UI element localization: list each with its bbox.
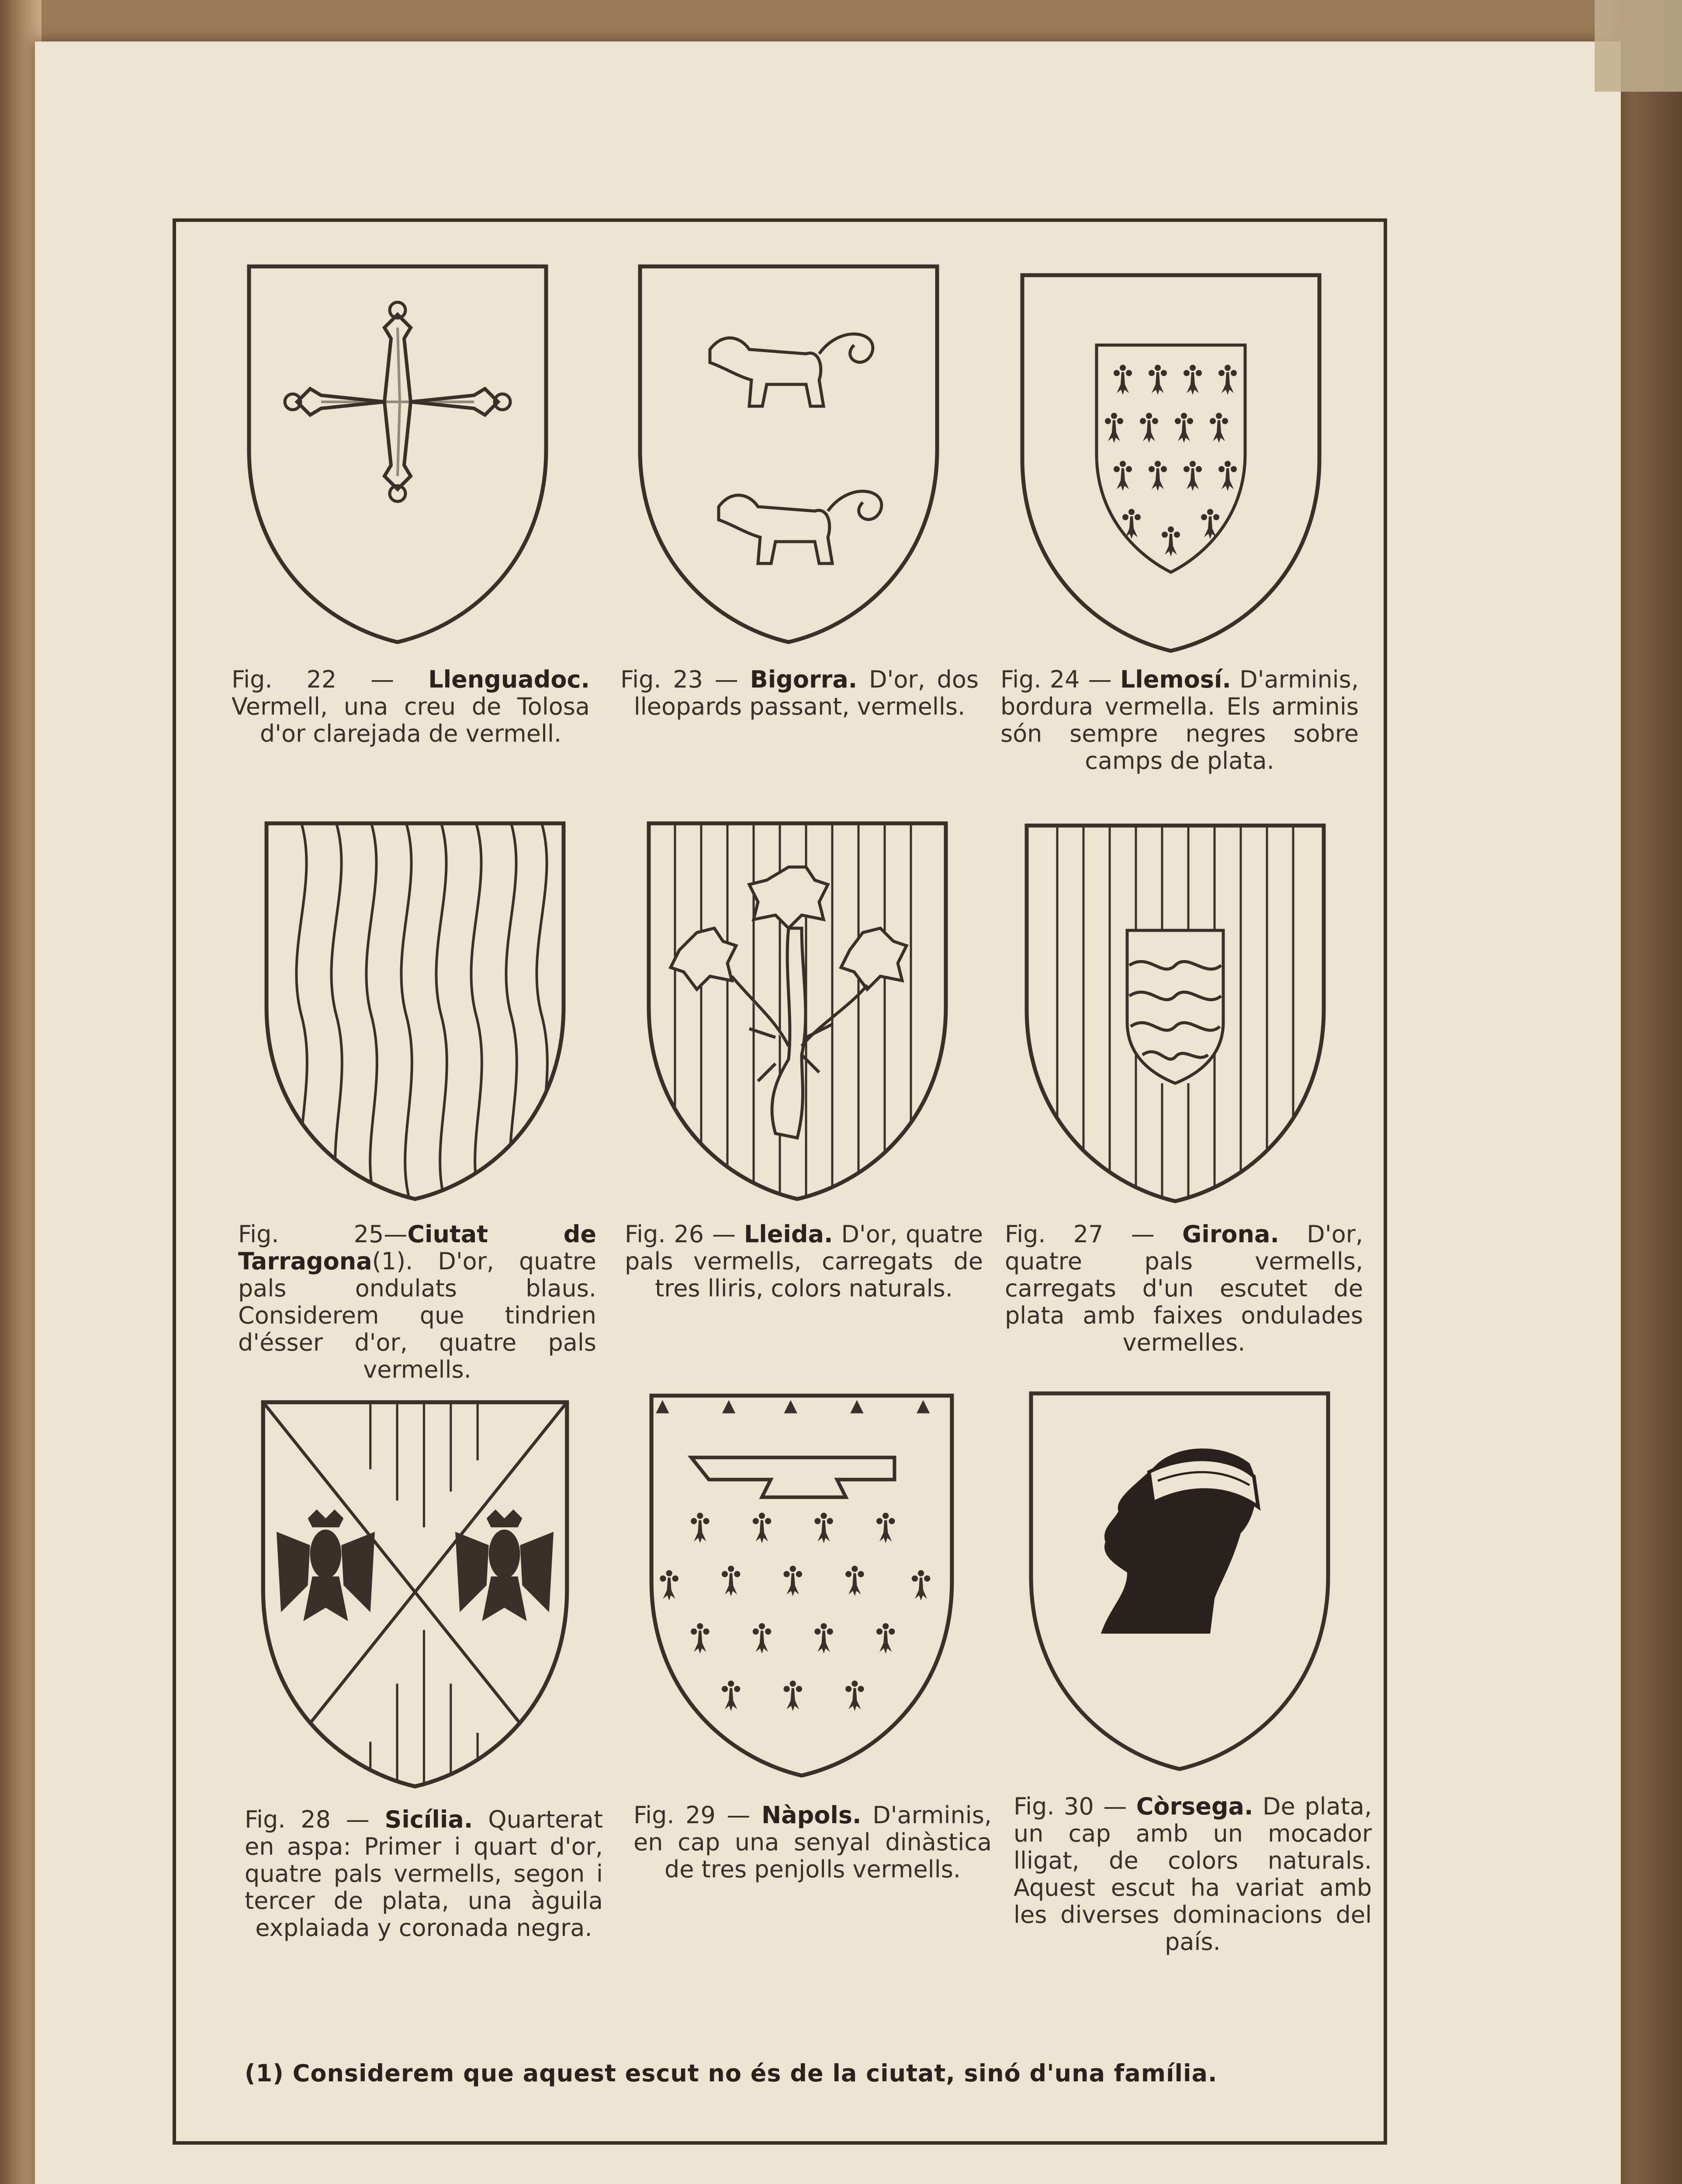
wavy-pales-icon: [253, 819, 577, 1203]
caption-fig-24: Fig. 24 — Llemosí. D'arminis, bordura vermella. Els arminis són sempre negres sobre camps de plata.: [1000, 666, 1359, 774]
caption-fig-26: Fig. 26 — Lleida. D'or, quatre pals vermells, carregats de tres lliris, colors naturals.: [625, 1220, 983, 1302]
shield-tarragona: [253, 819, 577, 1203]
caption-fig-27: Fig. 27 — Girona. D'or, quatre pals vermells, carregats d'un escutet de plata amb faixes ondulades vermelles.: [1005, 1220, 1363, 1356]
shield-sicilia: [253, 1398, 577, 1791]
footnote: (1) Considerem que aquest escut no és de la ciutat, sinó d'una família.: [245, 2060, 1218, 2087]
shield-bigorra: [633, 262, 944, 646]
shield-llenguadoc: [245, 262, 550, 646]
caption-fig-29: Fig. 29 — Nàpols. D'arminis, en cap una senyal dinàstica de tres penjolls vermells.: [633, 1801, 992, 1883]
caption-fig-28: Fig. 28 — Sicília. Quarterat en aspa: Primer i quart d'or, quatre pals vermells, segon i tercer de plata, una àguila explaiada y coronada negra.: [245, 1806, 603, 1942]
caption-fig-23: Fig. 23 — Bigorra. D'or, dos lleopards passant, vermells.: [620, 666, 979, 720]
shield-girona: [1022, 821, 1328, 1206]
escutcheon-pales-icon: [1022, 821, 1328, 1206]
shield-napols: [642, 1391, 961, 1780]
caption-fig-25: Fig. 25—Ciutat de Tarragona(1). D'or, quatre pals ondulats blaus. Considerem que tindrien d'ésser d'or, quatre pals vermells.: [238, 1220, 596, 1383]
page-edge: [1612, 0, 1682, 2184]
shield-lleida: [638, 819, 957, 1203]
caption-fig-30: Fig. 30 — Còrsega. De plata, un cap amb un mocador lligat, de colors naturals. Aquest escut ha variat amb les diverses dominacions del país.: [1014, 1793, 1372, 1956]
moor-head-icon: [1027, 1389, 1332, 1773]
leopards-icon: [633, 262, 944, 646]
saltire-eagles-icon: [253, 1398, 577, 1791]
tape-strip: [1595, 0, 1682, 92]
shield-llemosi: [1018, 271, 1324, 655]
lily-pales-icon: [638, 819, 957, 1203]
occitan-cross-icon: [245, 262, 550, 646]
caption-fig-22: Fig. 22 — Llenguadoc. Vermell, una creu de Tolosa d'or clarejada de vermell.: [232, 666, 590, 747]
ermine-label-icon: [642, 1391, 961, 1780]
shield-corsega: [1027, 1389, 1332, 1773]
ermine-bordure-icon: [1018, 271, 1324, 655]
